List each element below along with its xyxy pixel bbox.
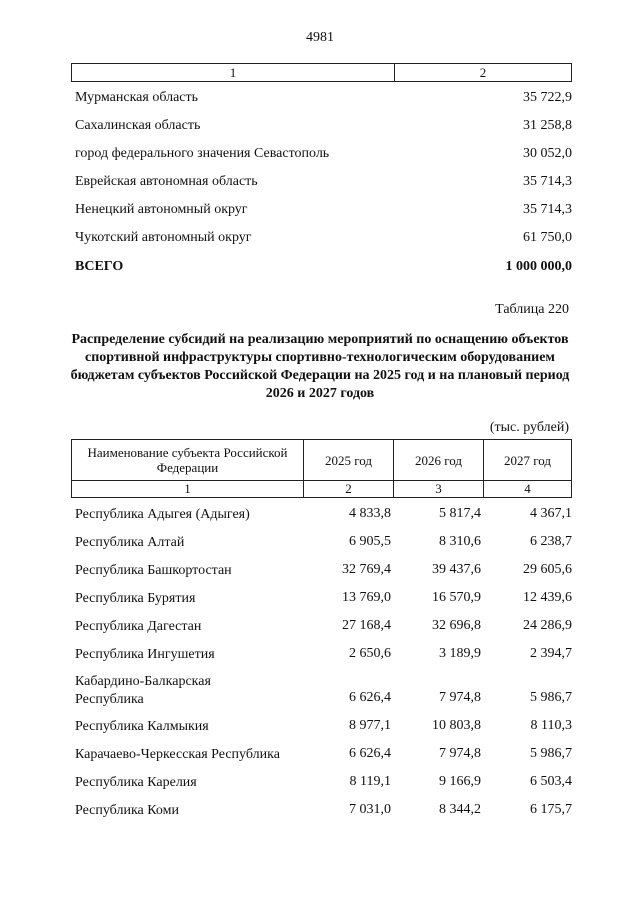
- table-row: [75, 618, 572, 638]
- top-table-header: [71, 63, 572, 82]
- value-2026: 8 310,6: [439, 534, 481, 549]
- value-2026: 8 344,2: [439, 802, 481, 817]
- region-name: Кабардино-Балкарская Республика: [75, 674, 211, 707]
- page-number: 4981: [306, 30, 334, 45]
- value-2025: 27 168,4: [342, 618, 391, 633]
- value-2027: 12 439,6: [523, 590, 572, 605]
- value-2025: 6 626,4: [349, 690, 391, 705]
- table-row: [75, 534, 572, 554]
- value-2027: 6 175,7: [530, 802, 572, 817]
- header-number-2: 2: [345, 481, 352, 496]
- value-2027: 5 986,7: [530, 746, 572, 761]
- header-label-2027: 2027 год: [504, 452, 551, 468]
- table-row: [75, 718, 572, 738]
- header-col-2027: [484, 440, 571, 497]
- table-row: [75, 562, 572, 582]
- top-table-col-number-2: 2: [479, 65, 487, 80]
- value-2025: 8 119,1: [349, 774, 391, 789]
- top-table-row: [75, 90, 572, 106]
- region-name: Республика Башкортостан: [75, 563, 232, 578]
- region-name: город федерального значения Севастополь: [75, 146, 330, 161]
- top-table-total-row: [75, 259, 572, 275]
- table-row: [75, 746, 572, 766]
- header-label-2025: 2025 год: [325, 452, 372, 468]
- table-row: [75, 506, 572, 526]
- region-value: 35 714,3: [523, 174, 572, 189]
- header-number-3: 3: [435, 481, 442, 496]
- value-2025: 8 977,1: [349, 718, 391, 733]
- value-2025: 6 626,4: [349, 746, 391, 761]
- value-2026: 7 974,8: [439, 690, 481, 705]
- value-2027: 8 110,3: [530, 718, 572, 733]
- region-name: Республика Дагестан: [75, 619, 202, 634]
- region-name: Республика Адыгея (Адыгея): [75, 507, 250, 522]
- region-name: Карачаево-Черкесская Республика: [75, 747, 280, 762]
- region-name: Республика Карелия: [75, 775, 197, 790]
- table-row: [75, 590, 572, 610]
- region-value: 61 750,0: [523, 230, 572, 245]
- value-2026: 39 437,6: [432, 562, 481, 577]
- value-2026: 7 974,8: [439, 746, 481, 761]
- top-table-row: [75, 174, 572, 190]
- total-value: 1 000 000,0: [505, 259, 572, 274]
- table-row: [75, 646, 572, 666]
- value-2026: 10 803,8: [432, 718, 481, 733]
- region-name: Республика Ингушетия: [75, 647, 215, 662]
- value-2025: 2 650,6: [349, 646, 391, 661]
- value-2027: 6 238,7: [530, 534, 572, 549]
- region-name: Республика Алтай: [75, 535, 185, 550]
- value-2025: 13 769,0: [342, 590, 391, 605]
- region-value: 35 714,3: [523, 202, 572, 217]
- header-col-2026: [394, 440, 484, 497]
- value-2025: 4 833,8: [349, 506, 391, 521]
- table-label: Таблица 220: [495, 302, 569, 317]
- header-col-region: [72, 440, 304, 497]
- value-2027: 2 394,7: [530, 646, 572, 661]
- value-2027: 6 503,4: [530, 774, 572, 789]
- value-2027: 4 367,1: [530, 506, 572, 521]
- header-label-2026: 2026 год: [415, 452, 462, 468]
- region-value: 30 052,0: [523, 146, 572, 161]
- top-table-row: [75, 146, 572, 162]
- region-value: 35 722,9: [523, 90, 572, 105]
- region-name: Сахалинская область: [75, 118, 201, 133]
- main-table-header: [71, 439, 572, 498]
- units-note: (тыс. рублей): [489, 420, 569, 435]
- region-name: Чукотский автономный округ: [75, 230, 252, 245]
- header-number-1: 1: [184, 481, 191, 496]
- table-row: [75, 802, 572, 822]
- value-2025: 6 905,5: [349, 534, 391, 549]
- region-name: Мурманская область: [75, 90, 199, 105]
- region-name: Республика Коми: [75, 803, 179, 818]
- value-2026: 32 696,8: [432, 618, 481, 633]
- value-2026: 9 166,9: [439, 774, 481, 789]
- value-2027: 5 986,7: [530, 690, 572, 705]
- header-label-region: Наименование субъекта Российской Федерации: [87, 445, 288, 475]
- region-name: Республика Бурятия: [75, 591, 196, 606]
- top-table-col-number-1: 1: [72, 64, 395, 81]
- top-table-row: [75, 118, 572, 134]
- value-2026: 5 817,4: [439, 506, 481, 521]
- value-2027: 29 605,6: [523, 562, 572, 577]
- region-value: 31 258,8: [523, 118, 572, 133]
- table-row: [75, 774, 572, 794]
- value-2025: 32 769,4: [342, 562, 391, 577]
- value-2026: 16 570,9: [432, 590, 481, 605]
- value-2025: 7 031,0: [349, 802, 391, 817]
- header-number-4: 4: [524, 481, 531, 496]
- header-col-2025: [304, 440, 394, 497]
- top-table-row: [75, 202, 572, 218]
- value-2027: 24 286,9: [523, 618, 572, 633]
- region-name: Еврейская автономная область: [75, 174, 258, 189]
- region-name: Республика Калмыкия: [75, 719, 209, 734]
- value-2026: 3 189,9: [439, 646, 481, 661]
- total-label: ВСЕГО: [75, 259, 124, 274]
- table-row: [75, 673, 572, 713]
- table-title: Распределение субсидий на реализацию мероприятий по оснащению объектов спортивной инфраструктуры спортивно-технологическим оборудованием бюджетам субъектов Российской Федерации на 2025 год и на плановый период 2026 и 2027 годов: [70, 332, 570, 401]
- region-name: Ненецкий автономный округ: [75, 202, 248, 217]
- top-table-row: [75, 230, 572, 246]
